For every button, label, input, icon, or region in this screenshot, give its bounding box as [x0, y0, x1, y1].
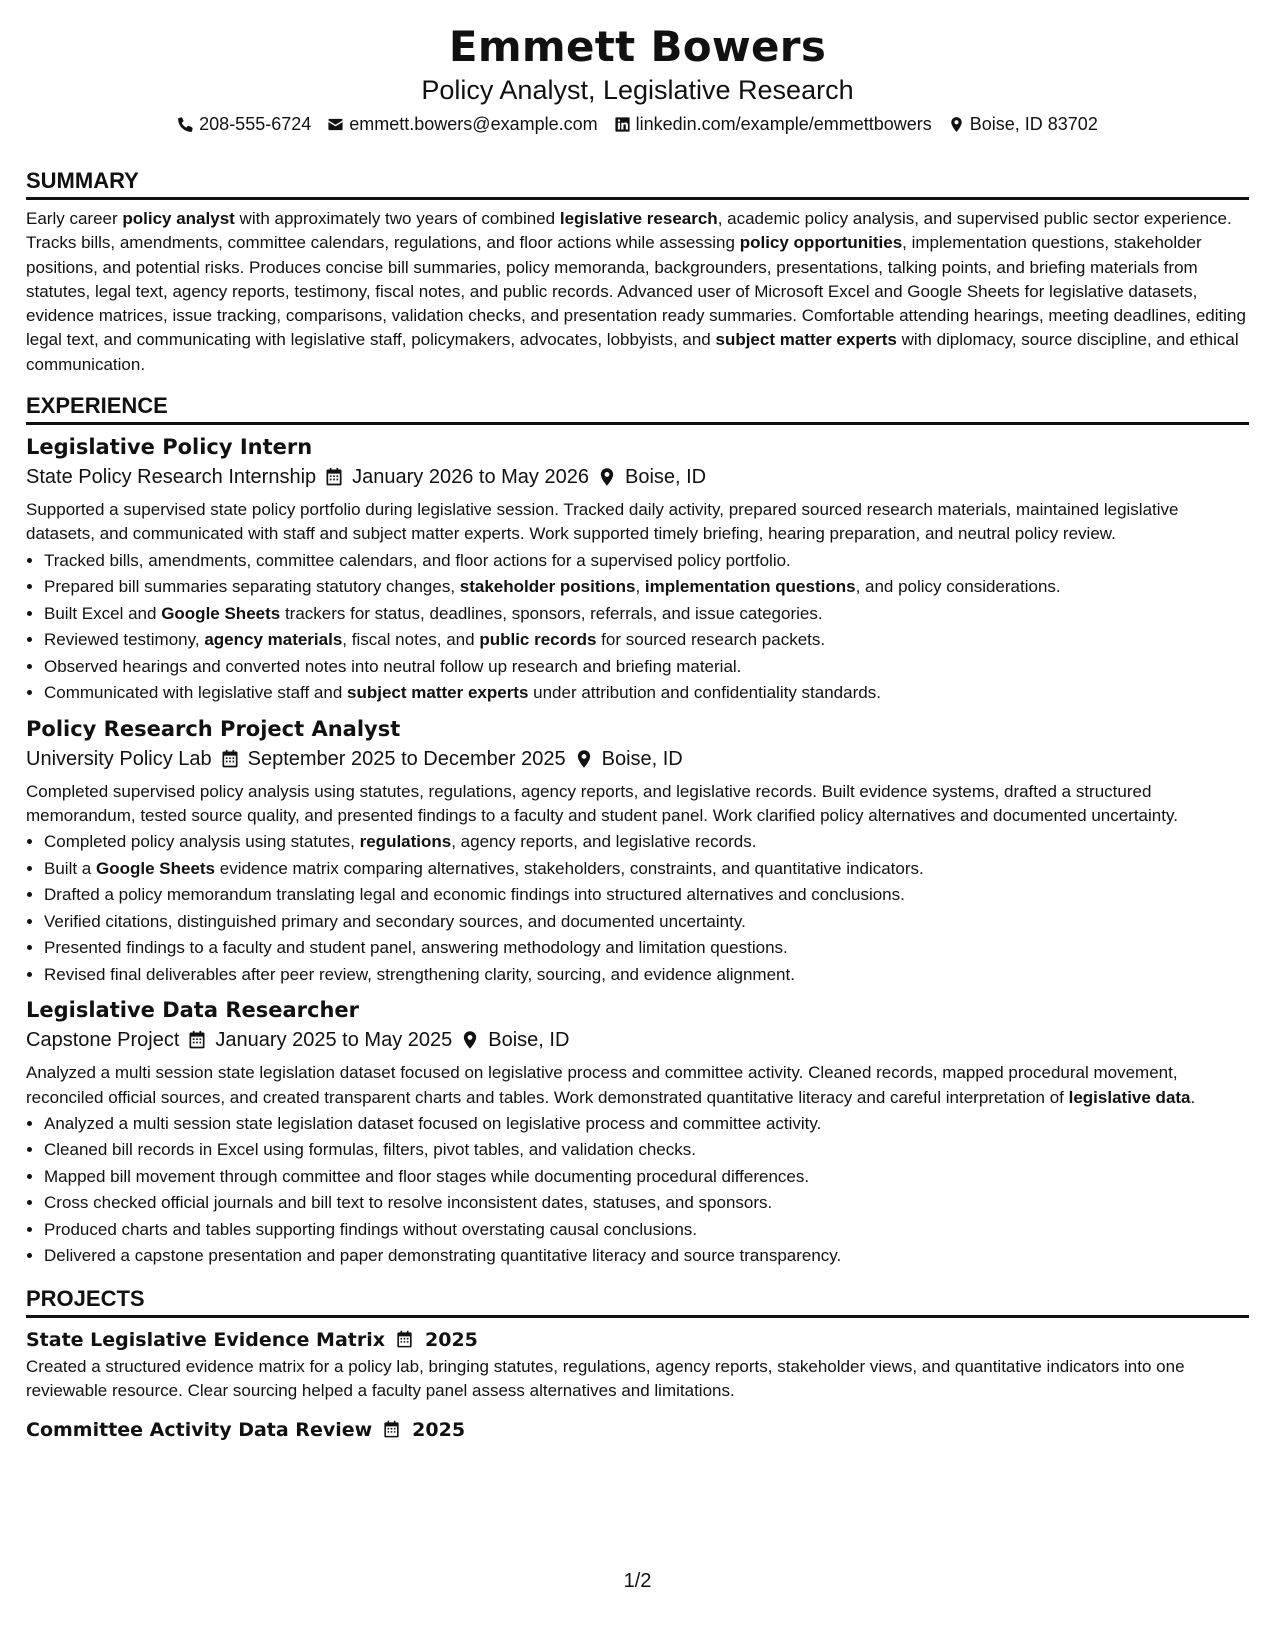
contact-email[interactable] — [327, 112, 597, 136]
candidate-name: Emmett Bowers — [448, 22, 827, 71]
text-segment: Reviewed testimony, — [44, 630, 205, 650]
project-year: 2025 — [425, 1328, 478, 1351]
text-segment: evidence matrix comparing alternatives, stakeholders, constraints, and quantitative indicators. — [215, 858, 924, 878]
job-location: Boise, ID — [488, 1029, 570, 1052]
phone-icon — [177, 116, 194, 133]
text-segment: with approximately two years of combined — [234, 209, 560, 228]
text-segment: Built Excel and — [44, 603, 162, 623]
job-description — [26, 780, 1249, 829]
bullet-item — [44, 882, 1249, 909]
bold-keyword: implementation questions — [644, 577, 856, 597]
text-segment: Analyzed a multi session state legislation dataset focused on legislative process and committee activity. — [44, 1113, 822, 1133]
candidate-title: Policy Analyst, Legislative Research — [421, 75, 854, 105]
bullet-item — [44, 601, 1249, 628]
job-meta — [26, 1026, 1249, 1054]
bullet-item — [44, 1217, 1249, 1244]
job-location: Boise, ID — [624, 466, 707, 489]
text-segment: , implementation questions, stakeholder positions, and potential risks. Produces concise bill summaries, policy memoranda, backgrounders, presentations, talking points, and briefing materials from statutes, legal text, agency reports, testimony, fiscal notes, and public records. Advanced user of Microsoft Excel and Google Sheets for legislative datasets, evidence matrices, issue tracking, comparisons, validation checks, and presentation ready summaries. Comfortable attending hearings, meeting deadlines, editing legal text, and communicating with legislative staff, policymakers, advocates, lobbyists, and — [26, 233, 1246, 350]
location-pin-icon — [597, 467, 617, 487]
text-segment: Produced charts and tables supporting findings without overstating causal conclusions. — [44, 1219, 697, 1239]
resume-header — [26, 22, 1249, 136]
text-segment: Observed hearings and converted notes into neutral follow up research and briefing material. — [44, 656, 742, 676]
text-segment: Completed policy analysis using statutes, — [44, 832, 360, 852]
contact-linkedin[interactable] — [614, 112, 932, 136]
bold-keyword: regulations — [359, 832, 452, 852]
job-description — [26, 1061, 1249, 1110]
text-segment: with diplomacy, source discipline, and ethical communication. — [26, 330, 1239, 374]
job-title: Policy Research Project Analyst — [26, 716, 401, 741]
bold-keyword: Google Sheets — [95, 858, 216, 878]
email-icon — [327, 116, 344, 133]
bullet-item — [44, 1190, 1249, 1217]
text-segment: , agency reports, and legislative records. — [451, 832, 757, 852]
location-pin-icon — [574, 749, 594, 769]
resume-page — [26, 22, 1249, 1443]
text-segment: Cleaned bill records in Excel using formulas, filters, pivot tables, and validation checks. — [44, 1140, 696, 1160]
text-segment: under attribution and confidentiality standards. — [528, 683, 881, 703]
text-segment: trackers for status, deadlines, sponsors, referrals, and issue categories. — [280, 603, 823, 623]
text-segment: Tracked bills, amendments, committee calendars, and floor actions for a supervised policy portfolio. — [44, 550, 791, 570]
bullet-item — [44, 574, 1249, 601]
bullet-item — [44, 935, 1249, 962]
page-number: 1/2 — [623, 1570, 652, 1592]
summary-section — [26, 168, 1249, 377]
job-entry — [26, 996, 1249, 1270]
contact-location — [948, 112, 1098, 136]
job-dates: January 2026 to May 2026 — [352, 466, 589, 489]
job-title: Legislative Data Researcher — [26, 998, 360, 1023]
bold-keyword: subject matter experts — [715, 330, 897, 350]
bold-keyword: policy opportunities — [739, 233, 903, 253]
text-segment: , academic policy analysis, and supervised public sector experience. Tracks bills, amendments, committee calendars, regulations, and floor actions while assessing — [26, 209, 1232, 253]
contact-bar — [26, 112, 1249, 136]
bullet-item — [44, 1164, 1249, 1191]
project-year: 2025 — [412, 1419, 466, 1442]
summary-text — [26, 207, 1249, 377]
job-bullets — [26, 1111, 1249, 1270]
project-description: Created a structured evidence matrix for a policy lab, bringing statutes, regulations, agency reports, stakeholder views, and quantitative indicators into one reviewable resource. Clear sourcing helped a faculty panel assess alternatives and limitations. — [26, 1356, 1185, 1401]
job-title: Legislative Policy Intern — [26, 435, 313, 460]
phone-text: 208-555-6724 — [199, 114, 312, 134]
bullet-item — [44, 1243, 1249, 1270]
bold-keyword: stakeholder positions — [459, 577, 636, 597]
text-segment: Verified citations, distinguished primary and secondary sources, and documented uncertainty. — [44, 911, 746, 931]
text-segment: Supported a supervised state policy portfolio during legislative session. Tracked daily activity, prepared sourced research materials, maintained legislative datasets, and communicated with staff and subject matter experts. Work supported timely briefing, hearing preparation, and neutral policy review. — [26, 500, 1179, 544]
job-dates: January 2025 to May 2025 — [215, 1029, 453, 1052]
job-meta — [26, 745, 1249, 773]
text-segment: Completed supervised policy analysis using statutes, regulations, agency reports, and legislative records. Built evidence systems, drafted a structured memorandum, tested source quality, and presented findings to a faculty and student panel. Work clarified policy alternatives and documented uncertainty. — [26, 781, 1178, 825]
text-segment: Built a — [44, 858, 96, 878]
job-organization: University Policy Lab — [26, 747, 212, 770]
bold-keyword: policy analyst — [122, 209, 235, 228]
calendar-icon — [324, 467, 344, 487]
bold-keyword: agency materials — [204, 630, 343, 650]
location-pin-icon — [460, 1030, 480, 1050]
projects-heading: PROJECTS — [26, 1286, 1249, 1318]
text-segment: , — [635, 577, 645, 597]
bold-keyword: Google Sheets — [161, 603, 281, 623]
project-title: State Legislative Evidence Matrix — [26, 1328, 386, 1351]
project-title: Committee Activity Data Review — [26, 1419, 373, 1442]
job-bullets — [26, 548, 1249, 707]
text-segment: Revised final deliverables after peer review, strengthening clarity, sourcing, and evidence alignment. — [44, 964, 795, 984]
linkedin-icon — [614, 116, 631, 133]
text-segment: Prepared bill summaries separating statutory changes, — [44, 577, 460, 597]
bullet-item — [44, 962, 1249, 989]
projects-section — [26, 1286, 1249, 1444]
text-segment: Mapped bill movement through committee and floor stages while documenting procedural differences. — [44, 1166, 810, 1186]
summary-heading: SUMMARY — [26, 168, 1249, 200]
bullet-item — [44, 1111, 1249, 1138]
text-segment: Presented findings to a faculty and student panel, answering methodology and limitation questions. — [44, 938, 788, 958]
text-segment: Drafted a policy memorandum translating legal and economic findings into structured alternatives and conclusions. — [44, 885, 905, 905]
location-text: Boise, ID 83702 — [969, 114, 1098, 134]
job-entry — [26, 433, 1249, 707]
text-segment: . — [1190, 1087, 1196, 1107]
text-segment: Early career — [26, 209, 123, 228]
job-meta — [26, 463, 1249, 491]
experience-heading: EXPERIENCE — [26, 393, 1249, 425]
bullet-item — [44, 548, 1249, 575]
email-text[interactable]: emmett.bowers@example.com — [349, 114, 598, 134]
job-location: Boise, ID — [601, 747, 683, 770]
calendar-icon — [220, 749, 240, 769]
bullet-item — [44, 829, 1249, 856]
bullet-item — [44, 1137, 1249, 1164]
job-organization: State Policy Research Internship — [26, 466, 317, 489]
text-segment: for sourced research packets. — [596, 630, 826, 650]
bold-keyword: legislative data — [1068, 1087, 1191, 1107]
experience-section — [26, 393, 1249, 1270]
bullet-item — [44, 680, 1249, 707]
location-pin-icon — [948, 116, 965, 133]
bold-keyword: public records — [479, 630, 597, 650]
bullet-item — [44, 909, 1249, 936]
text-segment: , fiscal notes, and — [342, 630, 480, 650]
linkedin-text[interactable]: linkedin.com/example/emmettbowers — [635, 114, 932, 134]
bullet-item — [44, 856, 1249, 883]
calendar-icon — [187, 1030, 207, 1050]
calendar-icon — [382, 1420, 402, 1440]
bold-keyword: subject matter experts — [347, 683, 529, 703]
text-segment: Analyzed a multi session state legislation dataset focused on legislative process and committee activity. Cleaned records, mapped procedural movement, reconciled official sources, and created transparent charts and tables. Work demonstrated quantitative literacy and careful interpretation of — [26, 1063, 1178, 1107]
job-entry — [26, 715, 1249, 989]
text-segment: , and policy considerations. — [855, 577, 1061, 597]
bullet-item — [44, 654, 1249, 681]
job-bullets — [26, 829, 1249, 988]
text-segment: Delivered a capstone presentation and paper demonstrating quantitative literacy and source transparency. — [44, 1246, 842, 1266]
bullet-item — [44, 627, 1249, 654]
contact-phone — [177, 112, 311, 136]
job-description — [26, 498, 1249, 547]
project-header — [26, 1327, 1249, 1353]
job-dates: September 2025 to December 2025 — [247, 747, 566, 770]
text-segment: Communicated with legislative staff and — [44, 683, 348, 703]
calendar-icon — [395, 1330, 415, 1350]
text-segment: Cross checked official journals and bill text to resolve inconsistent dates, statuses, and sponsors. — [44, 1193, 773, 1213]
job-organization: Capstone Project — [26, 1029, 180, 1052]
bold-keyword: legislative research — [559, 209, 718, 228]
project-header — [26, 1417, 1249, 1443]
